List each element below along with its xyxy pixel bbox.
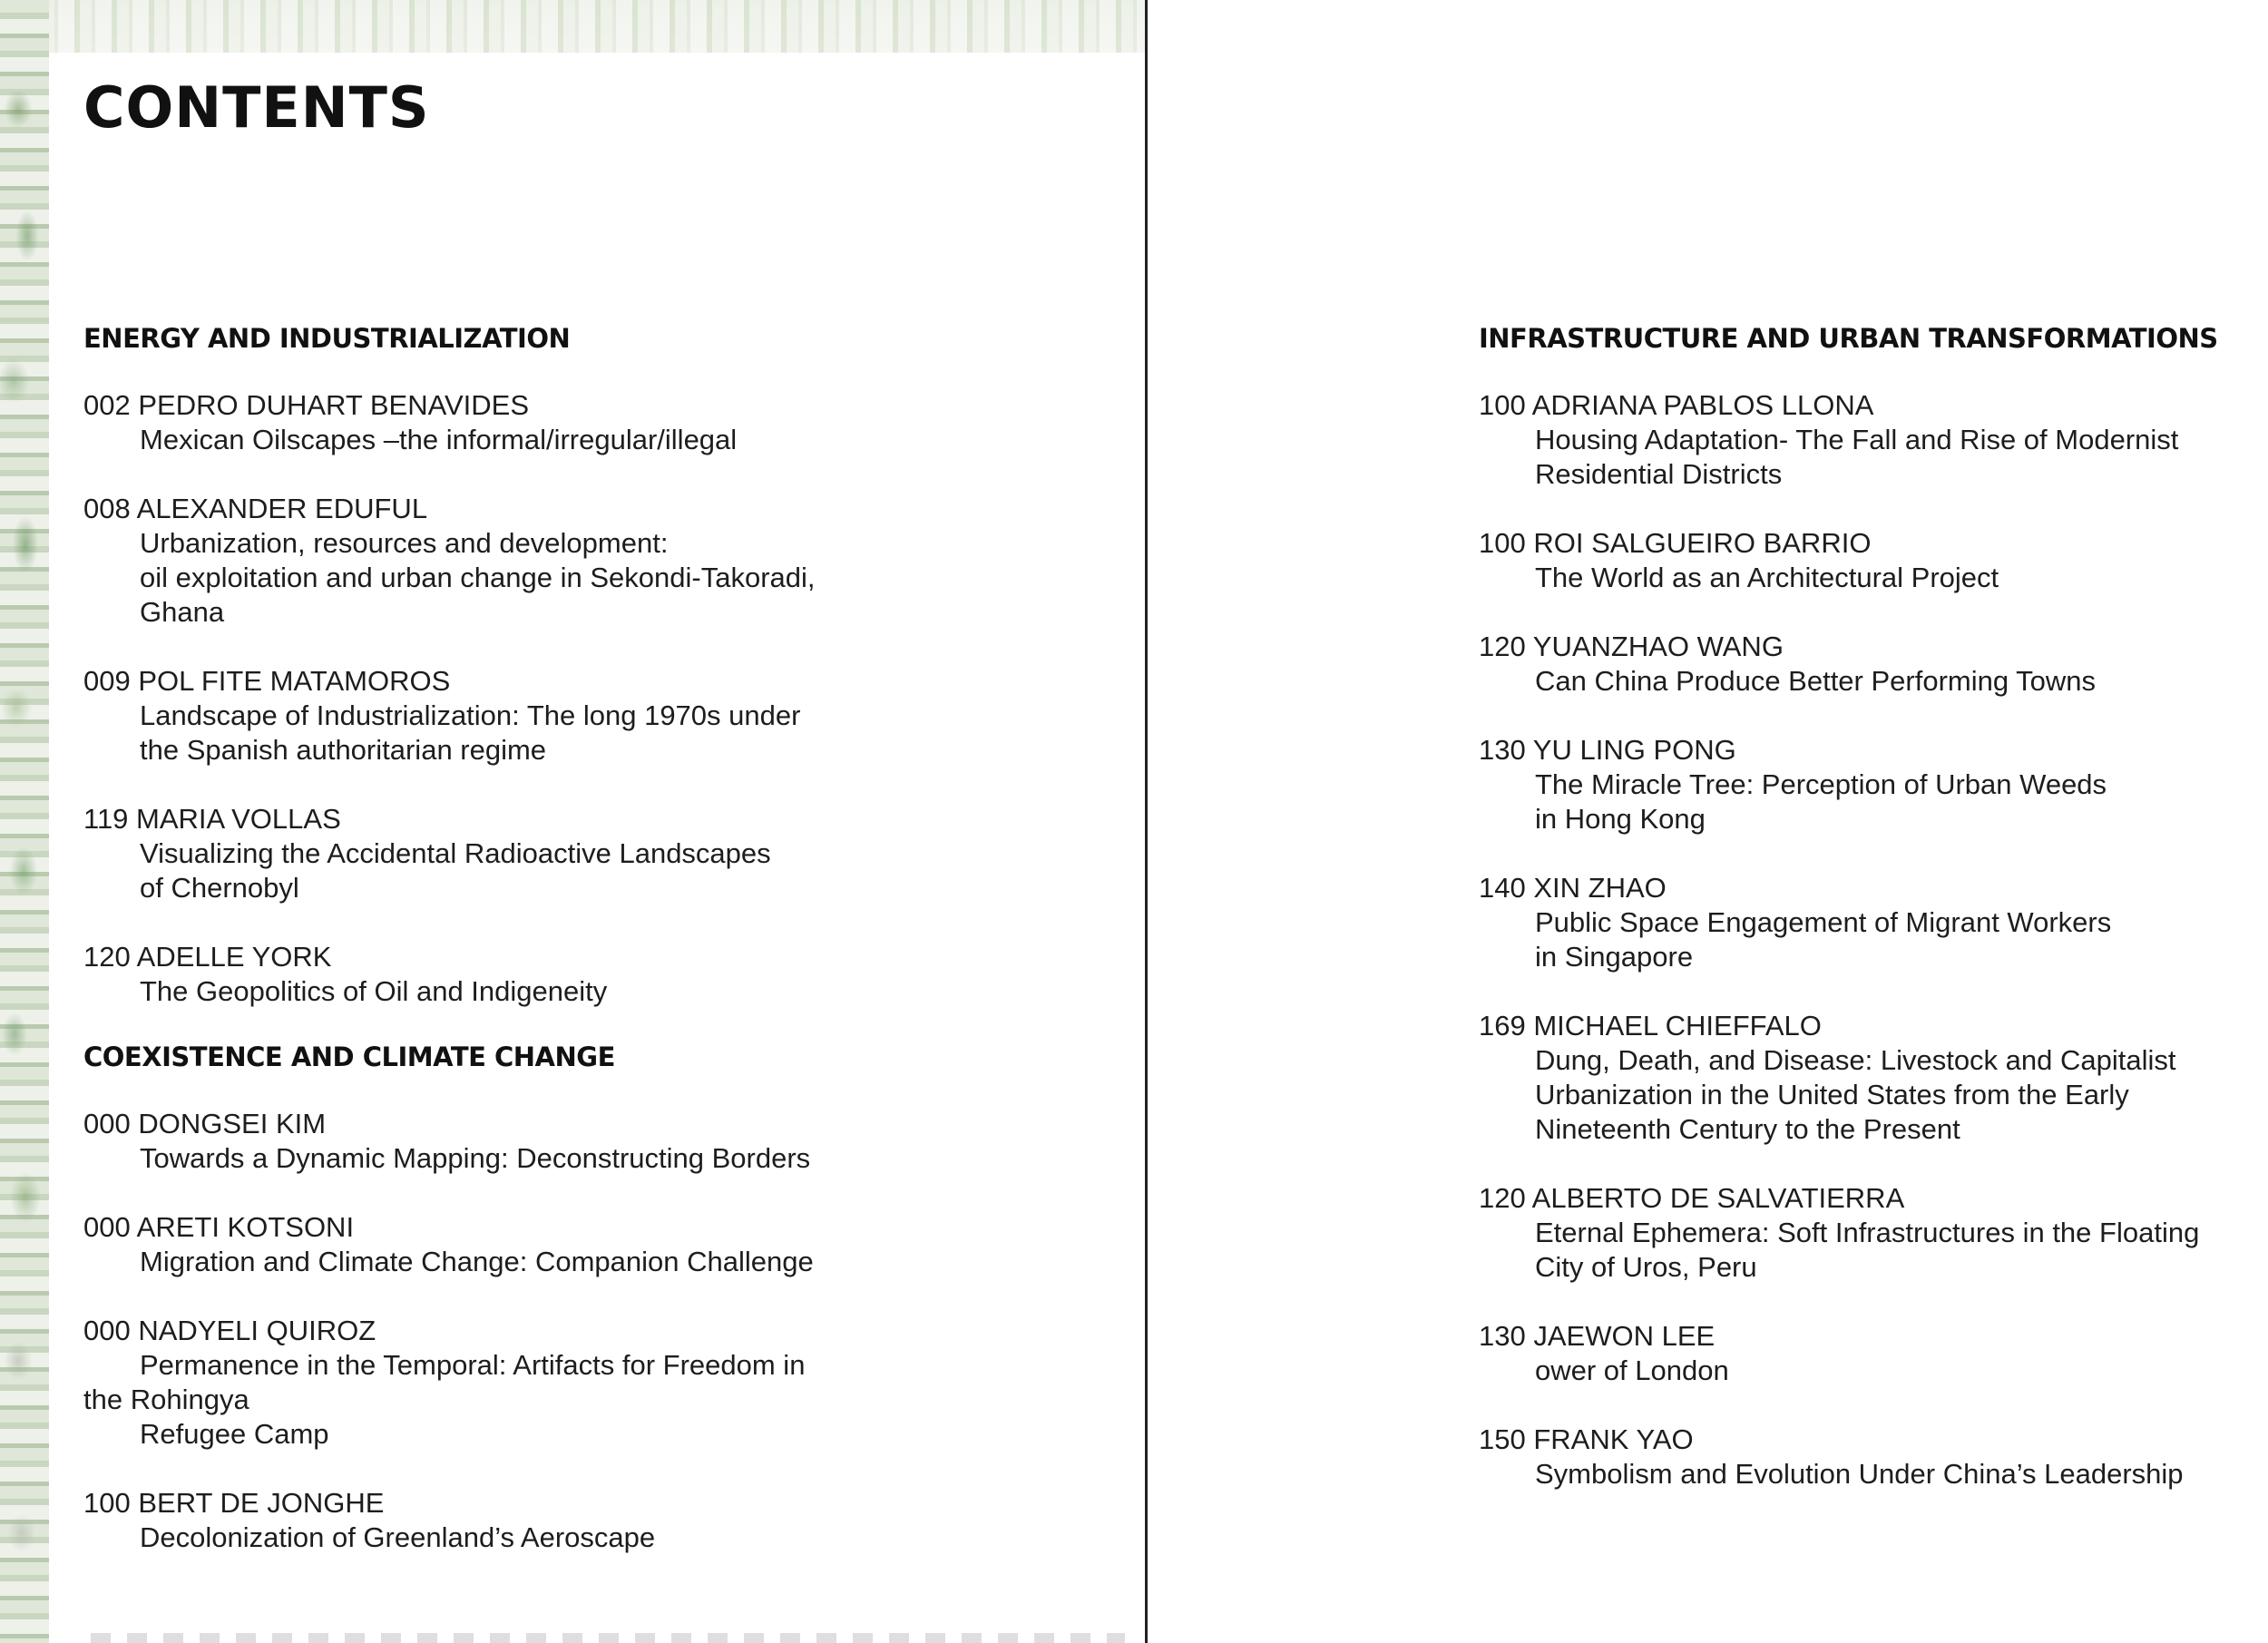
entry-heading	[1479, 1319, 2268, 1354]
entry-author: XIN ZHAO	[1533, 871, 1667, 904]
entry-page-number: 000	[83, 1314, 131, 1346]
entry-heading	[1479, 388, 2268, 423]
entry-title-line: Eternal Ephemera: Soft Infrastructures in the Floating	[1535, 1216, 2200, 1248]
entry-page-number: 100	[1479, 388, 1526, 421]
entry-title-line: Towards a Dynamic Mapping: Deconstructing Borders	[140, 1141, 811, 1174]
entry-title-line: of Chernobyl	[140, 871, 299, 904]
entry-page-number: 130	[1479, 1319, 1526, 1352]
entry-title-line: Migration and Climate Change: Companion Challenge	[140, 1245, 814, 1277]
toc-entry[interactable]	[83, 388, 900, 457]
entry-title-line: Refugee Camp	[140, 1417, 329, 1450]
entry-title-line: Public Space Engagement of Migrant Workers	[1535, 905, 2112, 938]
entry-title-line: oil exploitation and urban change in Sekondi-Takoradi,	[140, 561, 816, 593]
entry-title	[83, 1245, 900, 1279]
entry-title-line: The World as an Architectural Project	[1535, 561, 1999, 593]
entry-heading	[83, 664, 900, 699]
entry-page-number: 120	[1479, 630, 1526, 662]
entry-heading	[1479, 733, 2268, 768]
entry-title-line: Symbolism and Evolution Under China’s Leadership	[1535, 1457, 2184, 1490]
entry-author: MICHAEL CHIEFFALO	[1533, 1009, 1822, 1042]
entry-title	[83, 1348, 900, 1452]
entry-title	[83, 1141, 900, 1176]
entry-author: ALBERTO DE SALVATIERRA	[1531, 1181, 1905, 1214]
toc-section	[83, 1043, 900, 1555]
entry-heading	[1479, 1009, 2268, 1043]
entry-author: ARETI KOTSONI	[136, 1210, 355, 1243]
entry-page-number: 000	[83, 1210, 131, 1243]
entry-title-line: Landscape of Industrialization: The long 1970s under	[140, 699, 801, 731]
entry-author: YU LING PONG	[1532, 733, 1736, 766]
entry-page-number: 119	[83, 802, 129, 835]
toc-entry[interactable]	[1479, 1423, 2268, 1491]
collage-image-bottom	[91, 1633, 1125, 1643]
section-heading: COEXISTENCE AND CLIMATE CHANGE	[83, 1041, 615, 1072]
entry-author: BERT DE JONGHE	[138, 1486, 385, 1519]
toc-column-left	[83, 325, 900, 1589]
entry-page-number: 008	[83, 492, 131, 524]
entry-author: ALEXANDER EDUFUL	[136, 492, 428, 524]
entry-title	[1479, 1354, 2268, 1388]
entry-heading	[1479, 1423, 2268, 1457]
entry-title-line: The Miracle Tree: Perception of Urban Weeds	[1535, 768, 2107, 800]
entry-title	[1479, 1216, 2268, 1285]
entry-heading	[83, 1486, 900, 1521]
entry-title-line: Decolonization of Greenland’s Aeroscape	[140, 1521, 656, 1553]
toc-entry[interactable]	[83, 492, 900, 630]
entry-title-line: in Hong Kong	[1535, 802, 1706, 835]
entry-author: DONGSEI KIM	[138, 1107, 327, 1139]
entry-heading	[83, 388, 900, 423]
toc-entry[interactable]	[1479, 733, 2268, 836]
entry-title-line: Nineteenth Century to the Present	[1535, 1112, 1960, 1145]
entry-title	[1479, 561, 2268, 595]
toc-entry[interactable]	[83, 1486, 900, 1555]
section-heading: INFRASTRUCTURE AND URBAN TRANSFORMATIONS	[1479, 323, 2218, 354]
entry-author: NADYELI QUIROZ	[138, 1314, 376, 1346]
collage-image-top	[0, 0, 1145, 53]
entry-title	[83, 974, 900, 1009]
entry-page-number: 120	[1479, 1181, 1526, 1214]
entry-title	[1479, 1457, 2268, 1491]
entry-title-line: Permanence in the Temporal: Artifacts for Freedom in	[140, 1348, 806, 1381]
entry-heading	[1479, 871, 2268, 905]
entry-title-line: Residential Districts	[1535, 457, 1783, 490]
entry-title	[1479, 664, 2268, 699]
entry-author: FRANK YAO	[1533, 1423, 1694, 1455]
entry-title-line: the Rohingya	[83, 1383, 249, 1415]
entry-title	[83, 526, 900, 630]
toc-entry[interactable]	[83, 1210, 900, 1279]
entry-page-number: 140	[1479, 871, 1526, 904]
entry-heading	[83, 1210, 900, 1245]
section-heading: ENERGY AND INDUSTRIALIZATION	[83, 323, 571, 354]
entry-author: PEDRO DUHART BENAVIDES	[138, 388, 530, 421]
toc-column-right	[1479, 325, 2268, 1526]
toc-entry[interactable]	[83, 1107, 900, 1176]
entry-page-number: 130	[1479, 733, 1526, 766]
entry-heading	[83, 940, 900, 974]
entry-title-line: Ghana	[140, 595, 225, 628]
collage-image-left-edge	[0, 0, 49, 1643]
page-spine-divider	[1145, 0, 1148, 1643]
entry-author: YUANZHAO WANG	[1532, 630, 1784, 662]
entry-title-line: Urbanization, resources and development:	[140, 526, 669, 559]
toc-entry[interactable]	[1479, 526, 2268, 595]
entry-heading	[83, 802, 900, 836]
entry-title-line: the Spanish authoritarian regime	[140, 733, 547, 766]
entry-title	[1479, 423, 2268, 492]
entry-title-line: City of Uros, Peru	[1535, 1250, 1757, 1283]
entry-heading	[83, 1107, 900, 1141]
entry-title-line: The Geopolitics of Oil and Indigeneity	[140, 974, 608, 1007]
entry-author: ROI SALGUEIRO BARRIO	[1533, 526, 1872, 559]
entry-title-line: Can China Produce Better Performing Towns	[1535, 664, 2097, 697]
entry-page-number: 120	[83, 940, 131, 973]
entry-author: ADRIANA PABLOS LLONA	[1531, 388, 1874, 421]
toc-entry[interactable]	[83, 802, 900, 905]
entry-heading	[1479, 1181, 2268, 1216]
toc-entry[interactable]	[83, 1314, 900, 1452]
entry-title-line: in Singapore	[1535, 940, 1694, 973]
entry-title-line: Dung, Death, and Disease: Livestock and Capitalist	[1535, 1043, 2176, 1076]
entry-title-line: Housing Adaptation- The Fall and Rise of Modernist	[1535, 423, 2179, 455]
entry-title	[1479, 905, 2268, 974]
toc-entry[interactable]	[1479, 630, 2268, 699]
toc-section	[1479, 325, 2268, 1491]
entry-title	[1479, 768, 2268, 836]
entry-author: POL FITE MATAMOROS	[138, 664, 451, 697]
toc-section	[83, 325, 900, 1009]
entry-title	[83, 423, 900, 457]
entry-title	[83, 836, 900, 905]
toc-entry[interactable]	[83, 664, 900, 768]
entry-page-number: 000	[83, 1107, 131, 1139]
entry-page-number: 009	[83, 664, 131, 697]
entry-title-line: Mexican Oilscapes –the informal/irregular/illegal	[140, 423, 738, 455]
entry-author: JAEWON LEE	[1533, 1319, 1716, 1352]
entry-heading	[83, 1314, 900, 1348]
entry-page-number: 100	[83, 1486, 131, 1519]
toc-entry[interactable]	[83, 940, 900, 1009]
entry-page-number: 002	[83, 388, 131, 421]
entry-author: ADELLE YORK	[136, 940, 332, 973]
entry-title-line: Urbanization in the United States from the Early	[1535, 1078, 2129, 1110]
entry-title	[83, 1521, 900, 1555]
entry-heading	[1479, 526, 2268, 561]
entry-author: MARIA VOLLAS	[136, 802, 341, 835]
entry-page-number: 169	[1479, 1009, 1526, 1042]
entry-title-line: ower of London	[1535, 1354, 1729, 1386]
entry-title	[83, 699, 900, 768]
entry-page-number: 150	[1479, 1423, 1526, 1455]
toc-entry[interactable]	[1479, 388, 2268, 492]
entry-heading	[1479, 630, 2268, 664]
toc-entry[interactable]	[1479, 1319, 2268, 1388]
entry-title-line: Visualizing the Accidental Radioactive Landscapes	[140, 836, 771, 869]
toc-entry[interactable]	[1479, 1009, 2268, 1147]
toc-entry[interactable]	[1479, 871, 2268, 974]
page-title: CONTENTS	[83, 74, 430, 141]
entry-title	[1479, 1043, 2268, 1147]
entry-heading	[83, 492, 900, 526]
toc-entry[interactable]	[1479, 1181, 2268, 1285]
entry-page-number: 100	[1479, 526, 1526, 559]
